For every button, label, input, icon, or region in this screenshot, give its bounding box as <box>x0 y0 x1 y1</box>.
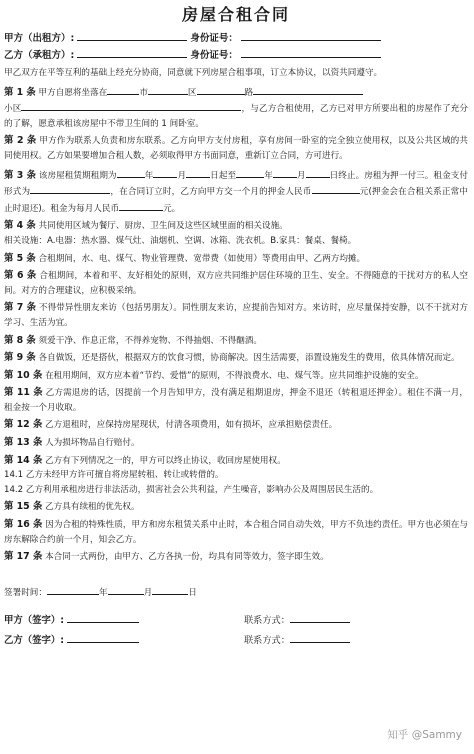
party-a-signature-blank <box>67 612 139 623</box>
signature-b-row <box>4 631 468 651</box>
intro-paragraph: 甲乙双方在平等互利的基础上经充分协商，同意就下列房屋合租事项，订立本协议，以资共同遵守。 <box>4 68 383 78</box>
article-3-text-10: 元。 <box>163 203 181 214</box>
party-a-label: 甲方（出租方）: <box>4 33 75 44</box>
article-3-text-7: 日终止。房租为押一付三。租金支付形式为 <box>4 170 468 198</box>
article-1-text-3: 区 <box>187 87 197 98</box>
party-b-line <box>4 47 468 64</box>
article-4 <box>4 219 468 234</box>
article-2-text: 甲方作为联系人负责和房东联系。乙方向甲方支付房租，享有房间一卧室的完全独立使用权，以及公共区域的共同使用权。乙方如果要增加合租人数，必须取得甲方书面同意，重新订立合同，方可进行。 <box>4 136 468 161</box>
article-3-text-1: 该房屋租赁期租期为 <box>38 170 117 181</box>
article-7 <box>4 301 468 330</box>
article-3-text-2: 年 <box>144 170 154 181</box>
end-month-blank <box>273 167 297 178</box>
article-16-text: 因为合租的特殊性质，甲方和房东租赁关系中止时，本合租合同自动失效，甲方不负违约责任。甲方也必须在与房东解除合约前一个月，知会乙方。 <box>4 520 469 545</box>
article-4-text: 共同使用区域为餐厅、厨房、卫生间及这些区域里面的相关设施。 <box>38 221 288 232</box>
article-12-text: 乙方退租时，应保持房屋现状，付清各项费用，如有损坏，应承担赔偿责任。 <box>45 420 338 431</box>
party-a-id-label: 身份证号： <box>190 33 238 44</box>
article-9 <box>4 351 468 366</box>
payment-method-blank <box>30 183 110 194</box>
sign-month-text: 月 <box>143 587 153 598</box>
article-3-number: 第 3 条 <box>4 169 37 181</box>
article-2-number: 第 2 条 <box>4 135 37 147</box>
article-4-number: 第 4 条 <box>4 220 36 232</box>
article-6-text: 合租期间，本着和平、友好相处的原则，双方应共同维护居住环境的卫生、安全。不得随意的干扰对方的私人空间。对方的合理建议，应积极采纳。 <box>4 271 468 296</box>
party-b-signature-label: 乙方（签字）: <box>4 635 64 647</box>
article-5-number: 第 5 条 <box>4 252 36 264</box>
party-b-id-label: 身份证号： <box>190 50 238 61</box>
article-11-number: 第 11 条 <box>4 387 43 399</box>
signature-a-row <box>4 611 468 631</box>
sign-date-line <box>4 584 468 601</box>
deposit-blank <box>312 183 360 194</box>
party-a-line <box>4 30 468 47</box>
article-6-number: 第 6 条 <box>4 270 37 282</box>
article-9-number: 第 9 条 <box>4 352 36 364</box>
article-1 <box>4 84 468 132</box>
monthly-rent-blank <box>119 200 163 211</box>
start-day-blank <box>186 167 210 178</box>
article-16 <box>4 518 468 547</box>
party-b-name-blank <box>77 47 187 58</box>
article-15-number: 第 15 条 <box>4 501 43 513</box>
article-10 <box>4 369 468 384</box>
article-1-text-4: 路 <box>244 87 254 98</box>
sign-month-blank <box>108 584 144 595</box>
party-b-contact-label: 联系方式： <box>244 635 290 647</box>
party-b-label: 乙方（承租方）: <box>4 50 75 61</box>
article-3-text-6: 月 <box>296 170 306 181</box>
article-1-text-5: 小区 <box>4 104 22 115</box>
end-year-blank <box>236 167 264 178</box>
party-a-id-blank <box>241 30 381 41</box>
article-11 <box>4 386 468 415</box>
article-7-text: 不得带异性朋友来访（包括男朋友）。同性朋友来访，应提前告知对方。来访时，应尽量保持安静，以不干扰对方学习、生活为宜。 <box>4 303 468 328</box>
facilities-line: 相关设施：A.电器：热水器、煤气灶、油烟机、空调、冰箱、洗衣机。B.家具：餐桌、餐椅。 <box>4 235 357 246</box>
contract-title: 房屋合租合同 <box>181 5 290 24</box>
article-6 <box>4 269 468 298</box>
article-12-number: 第 12 条 <box>4 419 43 431</box>
article-11-text: 乙方需退房的话，因提前一个月告知甲方，没有满足租期退房，押金不退还（转租退还押金）。租住不满一月，租金按一个月收取。 <box>4 388 469 413</box>
article-8 <box>4 334 468 349</box>
article-13-text: 人为损坏物品自行赔付。 <box>45 438 140 449</box>
road-name-blank <box>253 84 363 95</box>
community-blank <box>21 100 241 111</box>
article-10-text: 在租用期间，双方应本着“节约、爱惜”的原则，不得浪费水、电、煤气等。应共同维护设施的安全。 <box>45 370 424 381</box>
article-10-number: 第 10 条 <box>4 369 43 381</box>
article-1-number: 第 1 条 <box>4 86 36 98</box>
article-2 <box>4 134 468 163</box>
article-8-number: 第 8 条 <box>4 334 36 346</box>
article-5 <box>4 252 468 267</box>
zhihu-watermark: 知乎 @Sammy <box>387 729 462 741</box>
article-13 <box>4 436 468 451</box>
article-3-text-4: 日起至 <box>210 170 237 181</box>
article-13-number: 第 13 条 <box>4 437 43 449</box>
article-14-number: 第 14 条 <box>4 454 43 466</box>
article-3-text-9: 元(押金会在合租关系正常中止时退还)。租金为每月人民币 <box>4 187 468 214</box>
article-3-text-3: 月 <box>177 170 187 181</box>
party-a-name-blank <box>77 30 187 41</box>
article-5-text: 合租期间，水、电、煤气、物业管理费、宽带费（如使用）等费用由甲、乙两方均摊。 <box>38 253 366 264</box>
party-b-contact <box>244 631 350 651</box>
sign-day-blank <box>152 584 188 595</box>
article-3-text-8: ，在合同订立时，乙方向甲方交一个月的押金人民币 <box>110 187 312 198</box>
party-a-contact-label: 联系方式： <box>244 615 290 627</box>
start-month-blank <box>153 167 177 178</box>
district-blank <box>148 84 188 95</box>
article-8-text: 须爱干净、作息正常，不得养宠物、不得抽烟、不得酗酒。 <box>38 335 262 346</box>
sign-date-label: 签署时间： <box>4 587 47 598</box>
party-a-contact-blank <box>290 612 350 623</box>
article-14 <box>4 454 468 469</box>
article-1-text-6: ，与乙方合租使用，乙方已对甲方所要出租的房屋作了充分的了解，愿意承租该房屋中不带卫生间的 1 间卧室。 <box>4 104 468 129</box>
article-16-number: 第 16 条 <box>4 519 43 531</box>
article-9-text: 各自做饭，还是搭伙，根据双方的饮食习惯，协商解决。因生活需要，添置设施发生的费用，依具体情况而定。 <box>38 353 460 364</box>
clause-14-2: 14.2 乙方利用承租房进行非法活动，损害社会公共利益，产生噪音，影响办公及周围居民生活的。 <box>4 484 379 495</box>
article-3 <box>4 167 468 217</box>
party-b-id-blank <box>241 47 381 58</box>
party-a-signature-label: 甲方（签字）: <box>4 615 64 627</box>
article-15-text: 乙方具有续租的优先权。 <box>45 502 140 513</box>
article-7-number: 第 7 条 <box>4 302 37 314</box>
article-3-text-5: 年 <box>264 170 273 181</box>
party-b-contact-blank <box>290 632 350 643</box>
article-17 <box>4 550 468 565</box>
article-14-text: 乙方有下列情况之一的，甲方可以终止协议，收回房屋使用权。 <box>45 455 286 466</box>
party-a-contact <box>244 611 350 631</box>
party-b-signature-blank <box>67 632 139 643</box>
article-15 <box>4 500 468 515</box>
sign-year-blank <box>47 584 99 595</box>
start-year-blank <box>117 167 145 178</box>
sign-year-text: 年 <box>98 587 108 598</box>
article-12 <box>4 418 468 433</box>
article-17-text: 本合同一式两份，由甲方、乙方各执一份，均具有同等效力，签字即生效。 <box>45 552 329 563</box>
sign-day-text: 日 <box>188 587 197 598</box>
article-1-text-2: 市 <box>139 87 148 98</box>
road-blank <box>197 84 245 95</box>
article-17-number: 第 17 条 <box>4 551 43 563</box>
clause-14-1: 14.1 乙方未经甲方许可擅自将房屋转租、转让或转借的。 <box>4 470 224 481</box>
city-blank <box>107 84 139 95</box>
article-1-text-1: 甲方自愿将坐落在 <box>38 87 108 98</box>
end-day-blank <box>306 167 330 178</box>
